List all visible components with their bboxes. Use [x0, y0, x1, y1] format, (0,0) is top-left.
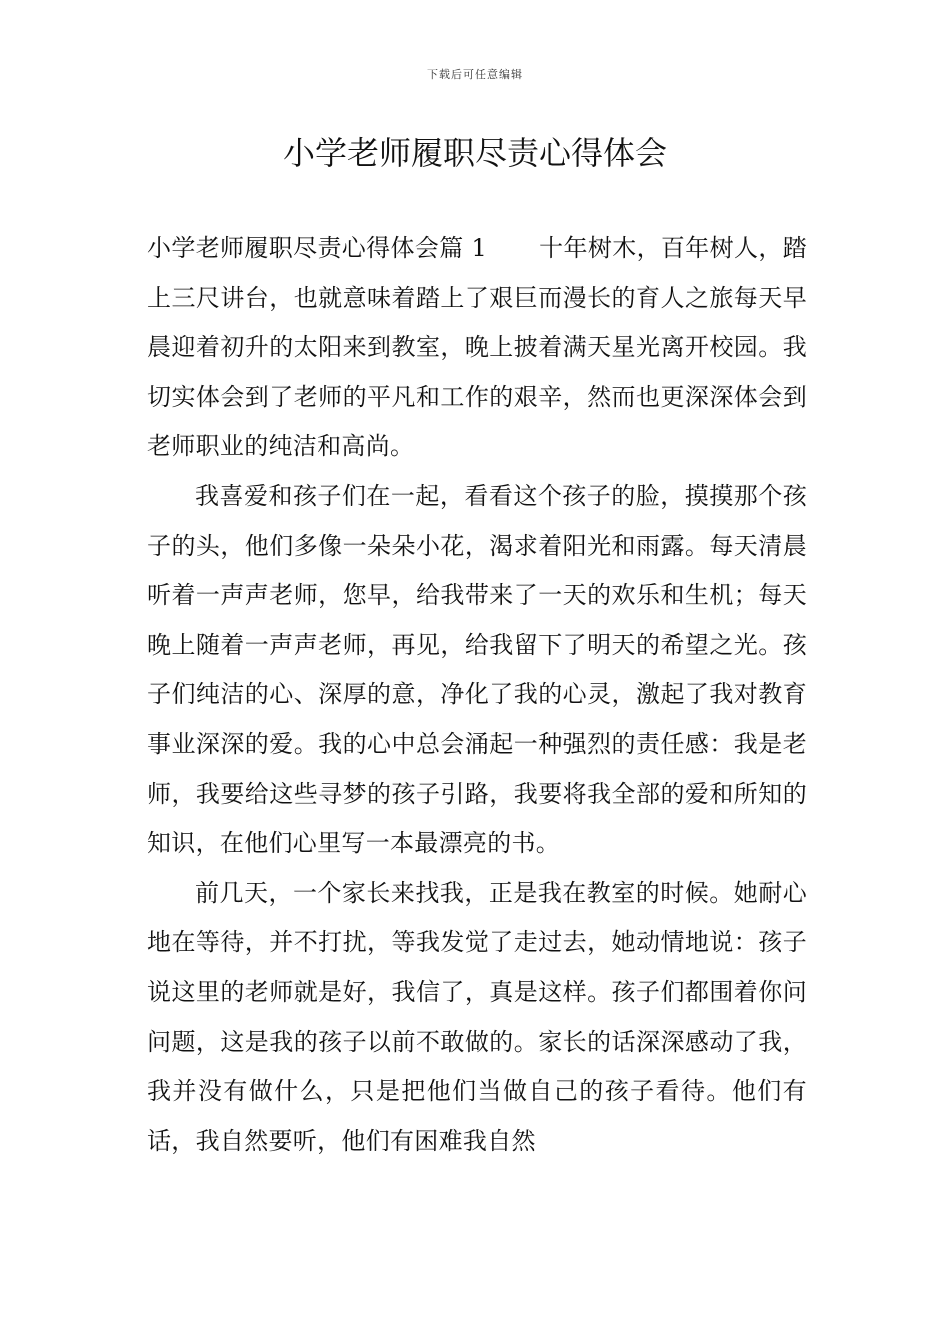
paragraph-1-text: 十年树木，百年树人，踏上三尺讲台，也就意味着踏上了艰巨而漫长的育人之旅每天早晨迎着初升的太阳来到教室，晚上披着满天星光离开校园。我切实体会到了老师的平凡和工作的艰辛，然而也更深深体会到老师职业的纯洁和高尚。: [147, 234, 807, 461]
document-body: [147, 224, 807, 1166]
page-title: 小学老师履职尽责心得体会: [282, 134, 667, 172]
paragraph-3: 前几天，一个家长来找我，正是我在教室的时候。她耐心地在等待，并不打扰，等我发觉了走过去，她动情地说：孩子说这里的老师就是好，我信了，真是这样。孩子们都围着你问问题，这是我的孩子以前不敢做的。家长的话深深感动了我，我并没有做什么，只是把他们当做自己的孩子看待。他们有话，我自然要听，他们有困难我自然: [147, 878, 807, 1155]
paragraph-2: 我喜爱和孩子们在一起，看看这个孩子的脸，摸摸那个孩子的头，他们多像一朵朵小花，渴求着阳光和雨露。每天清晨听着一声声老师，您早，给我带来了一天的欢乐和生机；每天晚上随着一声声老师，再见，给我留下了明天的希望之光。孩子们纯洁的心、深厚的意，净化了我的心灵，激起了我对教育事业深深的爱。我的心中总会涌起一种强烈的责任感：我是老师，我要给这些寻梦的孩子引路，我要将我全部的爱和所知的知识，在他们心里写一本最漂亮的书。: [147, 481, 807, 858]
header-note: 下载后可任意编辑: [427, 68, 523, 81]
paragraph-1: [147, 224, 807, 472]
section-label: 小学老师履职尽责心得体会篇 1: [147, 234, 488, 262]
